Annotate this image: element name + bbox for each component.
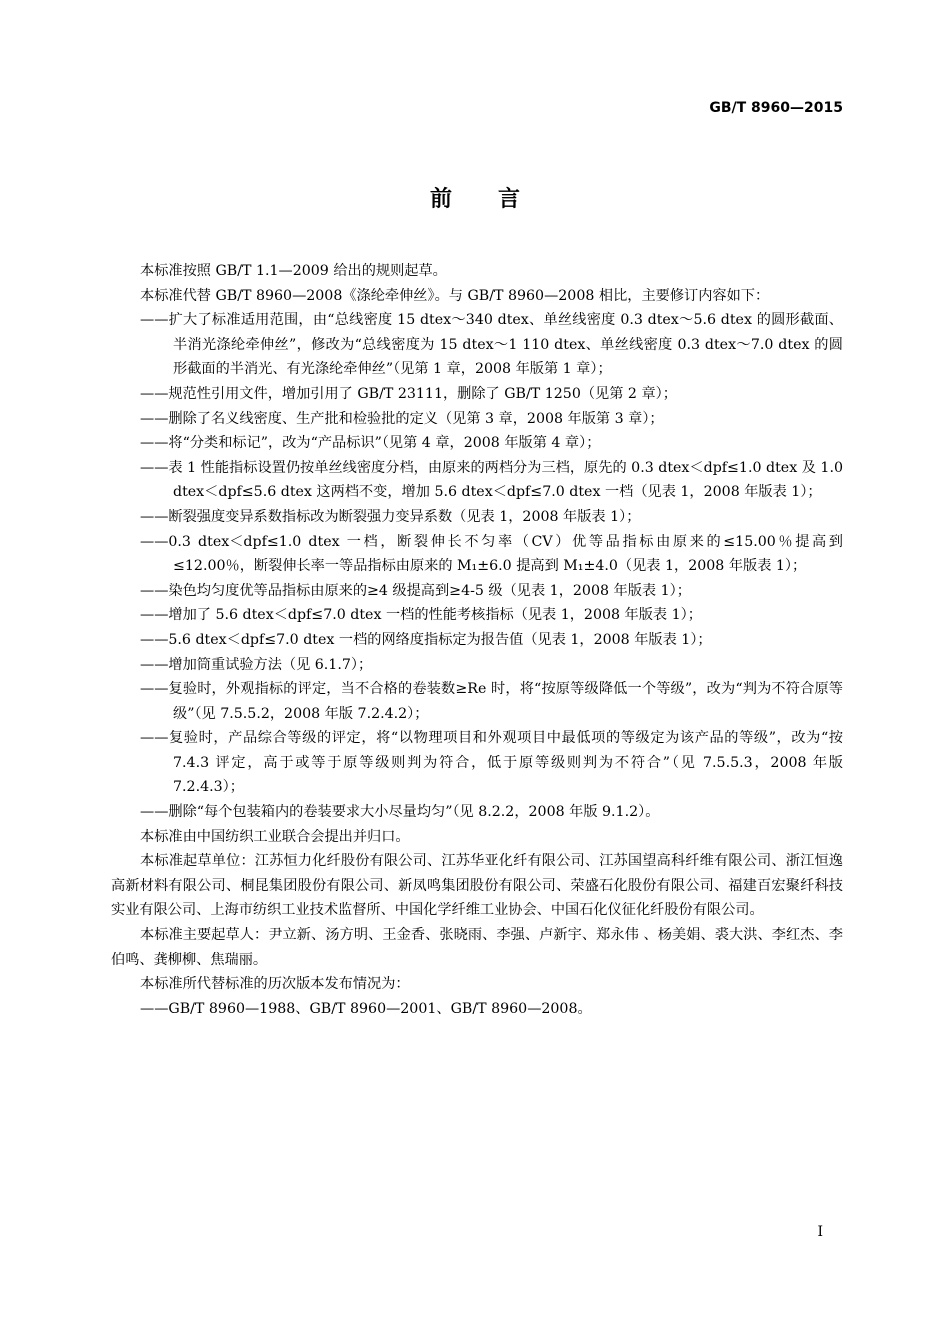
page-number: I (817, 1224, 823, 1240)
change-item: ——复验时，产品综合等级的评定，将“以物理项目和外观项目中最低项的等级定为该产品的等级”，改为“按 7.4.3 评定，高于或等于原等级则判为符合，低于原等级则判为不符合”（见 7.5.5.3，2008 年版 7.2.4.3）； (140, 730, 843, 796)
page-title: 前言 (429, 187, 566, 212)
change-item: ——复验时，外观指标的评定，当不合格的卷装数≥Re 时，将“按原等级降低一个等级”，改为“判为不符合原等级”（见 7.5.5.2，2008 年版 7.2.4.2）； (140, 681, 843, 722)
drafters-paragraph: 本标准主要起草人：尹立新、汤方明、王金香、张晓雨、李强、卢新宇、郑永伟 、杨美娟、裘大洪、李红杰、李伯鸣、龚柳柳、焦瑞丽。 (111, 927, 843, 968)
intro-paragraph: 本标准按照 GB/T 1.1—2009 给出的规则起草。 (140, 263, 447, 279)
drafting-units-paragraph: 本标准起草单位：江苏恒力化纤股份有限公司、江苏华亚化纤有限公司、江苏国望高科纤维有限公司、浙江恒逸高新材料有限公司、桐昆集团股份有限公司、新凤鸣集团股份有限公司、荣盛石化股份有限公司、福建百宏聚纤科技实业有限公司、上海市纺织工业技术监督所、中国化学纤维工业协会、中国石化仪征化纤股份有限公司。 (111, 853, 843, 919)
change-item: ——删除“每个包装箱内的卷装要求大小尽量均匀”（见 8.2.2，2008 年版 9.1.2）。 (140, 804, 660, 821)
change-item: ——染色均匀度优等品指标由原来的≥4 级提高到≥4-5 级（见表 1，2008 年版表 1）； (140, 582, 691, 599)
change-item: ——删除了名义线密度、生产批和检验批的定义（见第 3 章，2008 年版第 3 章）； (140, 410, 664, 427)
change-item: ——断裂强度变异系数指标改为断裂强力变异系数（见表 1，2008 年版表 1）； (140, 508, 641, 525)
intro-paragraph: 本标准代替 GB/T 8960—2008《涤纶牵伸丝》。与 GB/T 8960—2008 相比，主要修订内容如下： (140, 287, 770, 304)
change-item: ——规范性引用文件，增加引用了 GB/T 23111，删除了 GB/T 1250（见第 2 章）； (140, 385, 677, 402)
change-item: ——将“分类和标记”，改为“产品标识”（见第 4 章，2008 年版第 4 章）； (140, 435, 601, 452)
change-item: ——表 1 性能指标设置仍按单丝线密度分档，由原来的两档分为三档，原先的 0.3 dtex＜dpf≤1.0 dtex 及 1.0 dtex＜dpf≤5.6 dtex 这两档不变，增加 5.6 dtex＜dpf≤7.0 dtex 一档（见表 1，2008 年版表 1）； (140, 459, 843, 501)
standard-number: GB/T 8960—2015 (709, 100, 843, 116)
history-item: ——GB/T 8960—1988、GB/T 8960—2001、GB/T 8960—2008。 (140, 1000, 592, 1017)
change-item: ——增加筒重试验方法（见 6.1.7）； (140, 656, 373, 673)
change-item: ——扩大了标准适用范围，由“总线密度 15 dtex～340 dtex、单丝线密度 0.3 dtex～5.6 dtex 的圆形截面、半消光涤纶牵伸丝”，修改为“总线密度为 15 dtex～1 110 dtex、单丝线密度 0.3 dtex～7.0 dtex 的圆形截面的半消光、有光涤纶牵伸丝”（见第 1 章，2008 年版第 1 章）； (140, 312, 843, 378)
change-item: ——增加了 5.6 dtex＜dpf≤7.0 dtex 一档的性能考核指标（见表 1，2008 年版表 1）； (140, 607, 702, 624)
closing-paragraph: 本标准由中国纺织工业联合会提出并归口。 (140, 828, 410, 845)
body-text (111, 259, 843, 1021)
change-item: ——5.6 dtex＜dpf≤7.0 dtex 一档的网络度指标定为报告值（见表 1，2008 年版表 1）； (140, 631, 712, 648)
change-item: ——0.3 dtex＜dpf≤1.0 dtex 一档，断裂伸长不匀率（CV）优等品指标由原来的≤15.00％提高到≤12.00％，断裂伸长率一等品指标由原来的 M₁±6.0 提高到 M₁±4.0（见表 1，2008 年版表 1）； (140, 533, 843, 575)
history-paragraph: 本标准所代替标准的历次版本发布情况为： (140, 976, 410, 993)
